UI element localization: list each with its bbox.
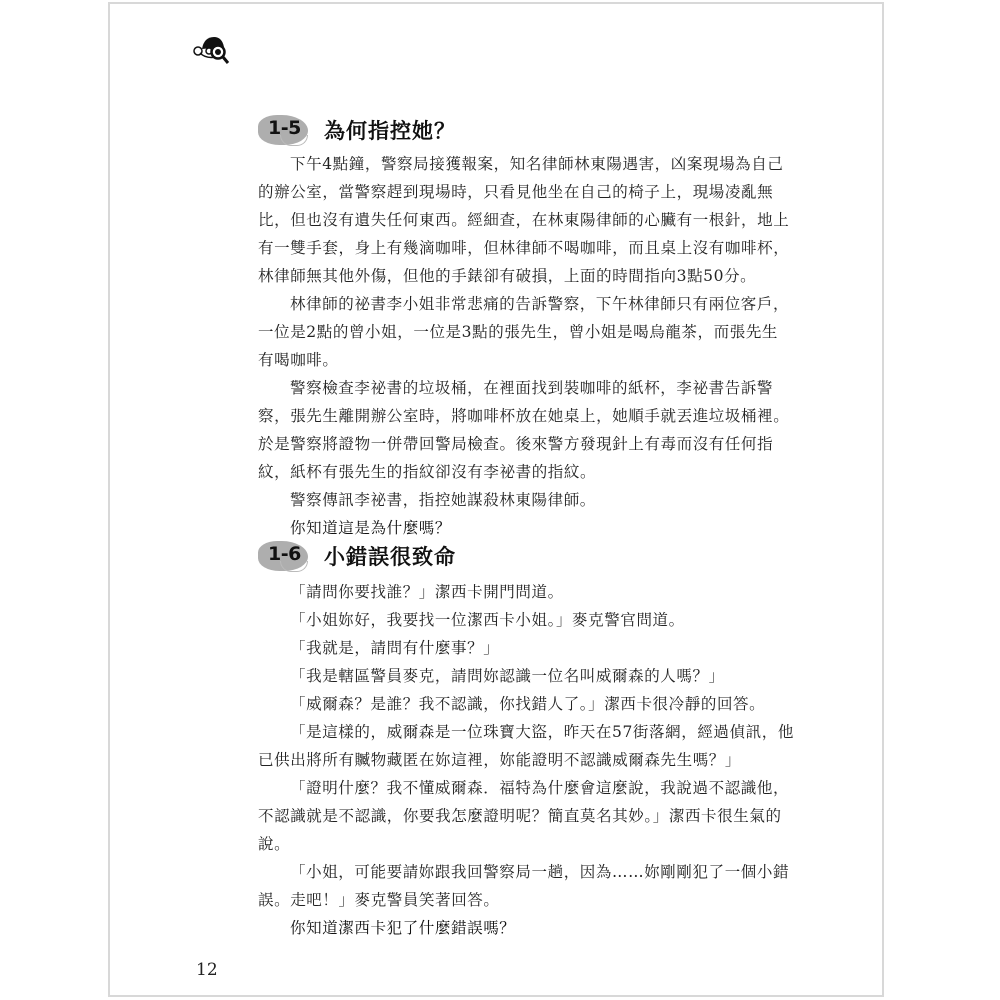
text-line: 「威爾森？是誰？我不認識，你找錯人了。」潔西卡很冷靜的回答。 xyxy=(290,695,766,713)
text-line: 已供出將所有贓物藏匿在妳這裡，妳能證明不認識威爾森先生嗎？」 xyxy=(258,751,742,769)
text-line: 「請問你要找誰？」潔西卡開門問道。 xyxy=(290,583,564,601)
text-line: 有喝咖啡。 xyxy=(258,351,339,369)
page-number: 12 xyxy=(196,960,218,980)
text-line: 說。 xyxy=(258,835,291,853)
text-line: 比，但也沒有遺失任何東西。經細查，在林東陽律師的心臟有一根針，地上 xyxy=(258,211,790,229)
text-line: 「小姐，可能要請妳跟我回警察局一趟，因為……妳剛剛犯了一個小錯 xyxy=(290,863,790,881)
section-badge: 1-5 xyxy=(258,113,310,147)
section-1-6-body xyxy=(258,578,794,942)
text-line: 林律師無其他外傷，但他的手錶卻有破損，上面的時間指向3點50分。 xyxy=(258,267,757,285)
section-title: 為何指控她？ xyxy=(324,119,456,143)
detective-with-magnifier-icon xyxy=(192,33,232,69)
section-header-1-5 xyxy=(258,112,456,148)
text-line: 紋，紙杯有張先生的指紋卻沒有李祕書的指紋。 xyxy=(258,463,597,481)
text-line: 「小姐妳好，我要找一位潔西卡小姐。」麥克警官問道。 xyxy=(290,611,685,629)
text-line: 不認識就是不認識，你要我怎麼證明呢？簡直莫名其妙。」潔西卡很生氣的 xyxy=(258,807,782,825)
text-line: 林律師的祕書李小姐非常悲痛的告訴警察，下午林律師只有兩位客戶， xyxy=(290,295,790,313)
section-1-5-body xyxy=(258,150,790,542)
section-title: 小錯誤很致命 xyxy=(324,545,456,569)
text-line: 誤。走吧！」麥克警員笑著回答。 xyxy=(258,891,500,909)
text-line: 於是警察將證物一併帶回警局檢查。後來警方發現針上有毒而沒有任何指 xyxy=(258,435,774,453)
text-line: 「證明什麼？我不懂威爾森．福特為什麼會這麼說，我說過不認識他， xyxy=(290,779,790,797)
text-line: 警察檢查李祕書的垃圾桶，在裡面找到裝咖啡的紙杯，李祕書告訴警 xyxy=(290,379,774,397)
section-header-1-6 xyxy=(258,538,456,574)
text-line: 「是這樣的，威爾森是一位珠寶大盜，昨天在57街落網，經過偵訊，他 xyxy=(290,723,794,741)
text-line: 有一雙手套，身上有幾滴咖啡，但林律師不喝咖啡，而且桌上沒有咖啡杯， xyxy=(258,239,790,257)
text-line: 警察傳訊李祕書，指控她謀殺林東陽律師。 xyxy=(290,491,596,509)
text-line: 一位是2點的曾小姐，一位是3點的張先生，曾小姐是喝烏龍茶，而張先生 xyxy=(258,323,779,341)
text-line: 下午4點鐘，警察局接獲報案，知名律師林東陽遇害，凶案現場為自己 xyxy=(290,155,784,173)
text-line: 察，張先生離開辦公室時，將咖啡杯放在她桌上，她順手就丟進垃圾桶裡。 xyxy=(258,407,790,425)
section-badge: 1-6 xyxy=(258,539,310,573)
text-line: 的辦公室，當警察趕到現場時，只看見他坐在自己的椅子上，現場凌亂無 xyxy=(258,183,774,201)
text-line: 「我就是，請問有什麼事？」 xyxy=(290,639,500,657)
text-line: 「我是轄區警員麥克，請問妳認識一位名叫威爾森的人嗎？」 xyxy=(290,667,725,685)
puzzle-question: 你知道潔西卡犯了什麼錯誤嗎？ xyxy=(290,919,516,937)
puzzle-question: 你知道這是為什麼嗎？ xyxy=(290,519,452,537)
